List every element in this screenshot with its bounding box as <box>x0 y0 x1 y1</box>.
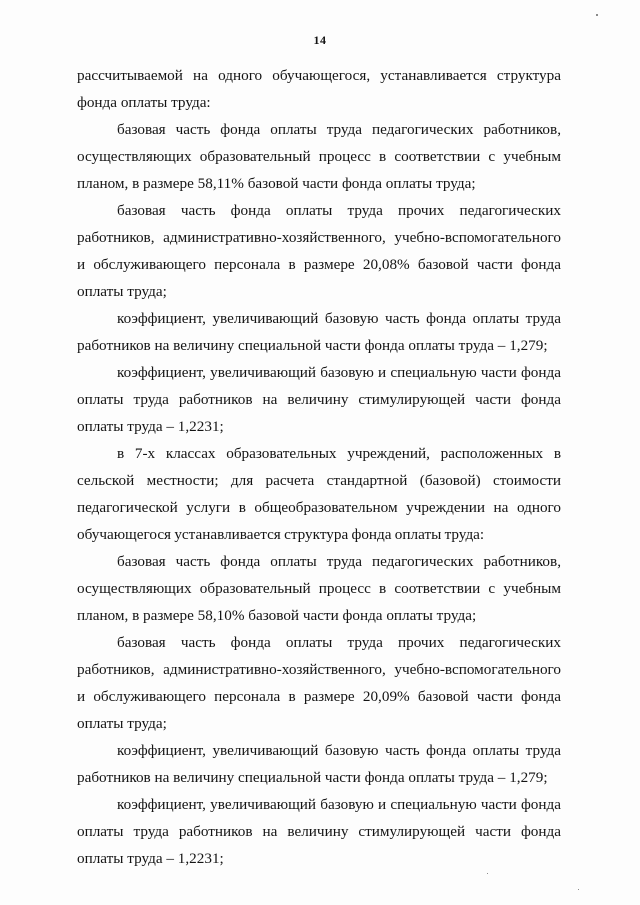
paragraph-other-staff-base-2: базовая часть фонда оплаты труда прочих педагогических работников, административно-хозяйственного, учебно-вспомогательного и обслуживающего персонала в размере 20,09% базовой части фонда оплаты труда; <box>77 634 561 732</box>
paragraph-special-coefficient-1: коэффициент, увеличивающий базовую часть фонда оплаты труда работников на величину специальной части фонда оплаты труда – 1,279; <box>77 310 561 354</box>
paragraph-teachers-base-1: базовая часть фонда оплаты труда педагогических работников, осуществляющих образовательный процесс в соответствии с учебным планом, в размере 58,11% базовой части фонда оплаты труда; <box>77 121 561 192</box>
paragraph-stimulating-coefficient-1: коэффициент, увеличивающий базовую и специальную части фонда оплаты труда работников на величину стимулирующей части фонда оплаты труда – 1,2231; <box>77 364 561 435</box>
paragraph-other-staff-base-1: базовая часть фонда оплаты труда прочих педагогических работников, административно-хозяйственного, учебно-вспомогательного и обслуживающего персонала в размере 20,08% базовой части фонда оплаты труда; <box>77 202 561 300</box>
document-body <box>77 62 561 872</box>
page-number: 14 <box>313 33 327 47</box>
paragraph-teachers-base-2: базовая часть фонда оплаты труда педагогических работников, осуществляющих образовательный процесс в соответствии с учебным планом, в размере 58,10% базовой части фонда оплаты труда; <box>77 553 561 624</box>
paragraph-special-coefficient-2: коэффициент, увеличивающий базовую часть фонда оплаты труда работников на величину специальной части фонда оплаты труда – 1,279; <box>77 742 561 786</box>
paragraph-grade-7-rural: в 7-х классах образовательных учреждений, расположенных в сельской местности; для расчета стандартной (базовой) стоимости педагогической услуги в общеобразовательном учреждении на одного обучающегося устанавливается структура фонда оплаты труда: <box>77 445 561 543</box>
paragraph-stimulating-coefficient-2: коэффициент, увеличивающий базовую и специальную части фонда оплаты труда работников на величину стимулирующей части фонда оплаты труда – 1,2231; <box>77 796 561 867</box>
scan-speck <box>487 873 488 874</box>
scan-speck <box>596 14 598 16</box>
paragraph-continuation: рассчитываемой на одного обучающегося, устанавливается структура фонда оплаты труда: <box>77 67 561 111</box>
scan-speck <box>578 889 579 890</box>
